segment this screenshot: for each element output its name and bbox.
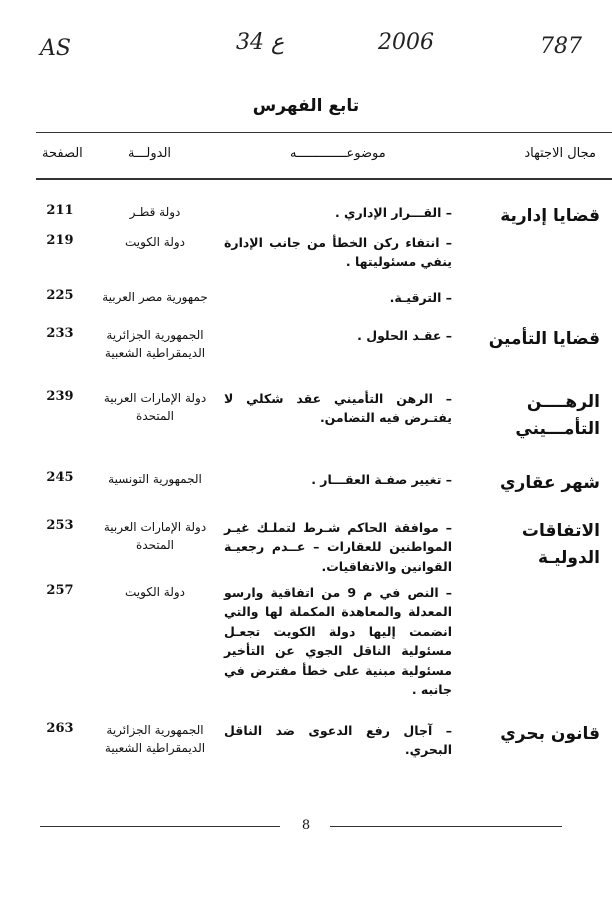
row-page: 263 xyxy=(46,721,74,736)
row-subject: – الترقيـة. xyxy=(224,288,452,307)
header-page: الصفحة xyxy=(42,146,83,161)
row-page: 219 xyxy=(46,233,74,248)
row-page: 225 xyxy=(46,288,74,303)
row-country: الجمهورية التونسية xyxy=(108,472,202,486)
header-top-rule xyxy=(36,132,612,133)
handwritten-year: 2006 xyxy=(378,30,434,55)
row-page: 245 xyxy=(46,470,74,485)
header-country: الدولـــة xyxy=(128,146,172,161)
handwritten-mark-center: 34 ع xyxy=(236,30,285,55)
row-category: قانون بحري xyxy=(500,724,600,744)
row-page: 257 xyxy=(46,583,74,598)
page-title: تابع الفهرس xyxy=(252,96,360,116)
row-country: جمهورية مصر العربية xyxy=(102,290,208,304)
handwritten-number: 787 xyxy=(540,34,582,59)
row-category: قضايا إدارية xyxy=(500,206,600,226)
row-subject: – انتفاء ركن الخطأ من جانب الإدارة ينفي مسئوليتها . xyxy=(224,233,452,272)
header-bottom-rule xyxy=(36,178,612,180)
row-country: الجمهورية الجزائرية الديمقراطية الشعبية xyxy=(104,328,206,360)
row-page: 239 xyxy=(46,389,74,404)
header-field: مجال الاجتهاد xyxy=(524,146,596,161)
row-country: دولة الكويت xyxy=(125,585,185,599)
row-page: 233 xyxy=(46,326,74,341)
row-category: الاتفاقات الدوليـة xyxy=(521,521,600,569)
row-category: الرهــــن التأمـــيني xyxy=(515,392,600,440)
row-country: الجمهورية الجزائرية الديمقراطية الشعبية xyxy=(104,723,206,755)
row-subject: – القـــرار الإداري . xyxy=(224,203,452,222)
row-subject: – عقـد الحلول . xyxy=(224,326,452,345)
row-category: قضايا التأمين xyxy=(488,329,600,349)
row-country: دولة الإمارات العربية المتحدة xyxy=(103,520,207,552)
header-subject: موضوعـــــــــــــه xyxy=(290,146,386,161)
row-subject: – النص في م 9 من اتفاقية وارسو المعدلة والمعاهدة المكملة لها والتي انضمت إليها دولة الكويت تجعـل مسئولية الناقل الجوي عن التأخير مسئولية مبنية على خطأ مفترض في جانبه . xyxy=(224,583,452,699)
row-subject: – الرهن التأميني عقد شكلي لا يفتـرض فيه التضامن. xyxy=(224,389,452,428)
row-subject: – موافقة الحاكم شـرط لتملـك غيـر المواطنين للعقارات – عــدم رجعيـة القوانين والاتفاقيات. xyxy=(224,518,452,576)
row-category: شهر عقاري xyxy=(499,473,600,493)
row-country: دولة الإمارات العربية المتحدة xyxy=(103,391,207,423)
row-country: دولة قطـر xyxy=(129,205,181,219)
handwritten-mark-left: AS xyxy=(40,36,71,61)
row-country: دولة الكويت xyxy=(125,235,185,249)
row-page: 253 xyxy=(46,518,74,533)
row-subject: – تغيير صفـة العقـــار . xyxy=(224,470,452,489)
row-page: 211 xyxy=(46,203,74,218)
page-number: 8 xyxy=(301,818,311,833)
row-subject: – آجال رفع الدعوى ضد الناقل البحري. xyxy=(224,721,452,760)
